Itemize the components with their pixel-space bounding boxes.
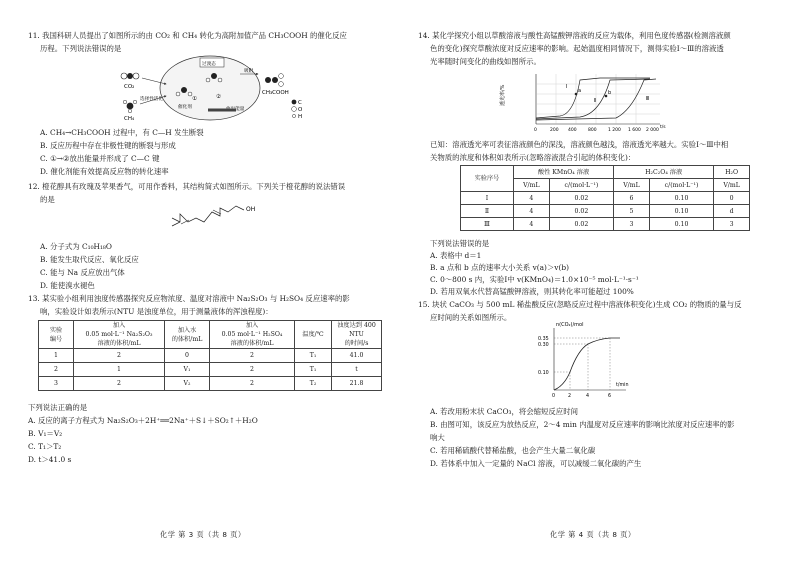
- q11-reaction-diagram: [112, 54, 308, 122]
- q14-point-a: a: [578, 88, 582, 94]
- table-cell: 3: [614, 218, 650, 231]
- q11-co2-label: CO₂: [124, 84, 135, 90]
- q13-header-cell: 浊度达到 400 NTU 的时间/s: [332, 321, 382, 349]
- q14-option-b: B. a 点和 b 点的速率大小关系 v(a)＞v(b): [430, 263, 569, 272]
- q14-xtick: 0: [534, 128, 537, 133]
- q14-header-h2c2o4: H₂C₂O₄ 溶液: [614, 166, 714, 179]
- q13-option-b: B. V₁＝V₂: [28, 429, 63, 438]
- q14-info-line2: 关物质的浓度和体积如表所示(忽略溶液混合引起的体积变化)：: [430, 153, 636, 162]
- table-cell: 2: [39, 363, 74, 377]
- q14-info-line1: 已知：溶液透光率可表征溶液颜色的深浅，溶液颜色越浅，溶液透光率越大。实验Ⅰ～Ⅲ中相: [430, 140, 729, 149]
- q11-selective-label: 选择性活化: [140, 97, 163, 102]
- table-cell: 4: [514, 218, 550, 231]
- q14-header-h2o: H₂O: [714, 166, 750, 179]
- q14-header-kmno4: 酸性 KMnO₄ 溶液: [514, 166, 614, 179]
- q15-option-a: A. 若改用粉末状 CaCO₃，将会缩短反应时间: [430, 407, 578, 416]
- table-cell: V₁: [165, 363, 210, 377]
- q11-stem-line2: 历程。下列说法错误的是: [40, 44, 122, 53]
- q15-option-b-cont: 响大: [430, 433, 445, 442]
- q15-ytick: 0.30: [538, 343, 549, 348]
- q11-ch4-label: CH₄: [124, 116, 135, 122]
- q12-option-c: C. 能与 Na 反应放出气体: [40, 268, 125, 277]
- table-cell: Ⅲ: [461, 218, 514, 231]
- q14-table: [460, 165, 750, 231]
- q15-xtick: 6: [608, 394, 612, 399]
- q14-subheader-cell: V/mL: [714, 179, 750, 192]
- q11-option-d: D. 催化剂能有效提高反应物的转化速率: [40, 167, 169, 176]
- q15-xlabel: t/min: [616, 383, 629, 388]
- q14-option-d: D. 若用双氧水代替高锰酸钾溶液，则其转化率可能超过 100%: [430, 287, 634, 296]
- q14-xtick: 400: [568, 128, 577, 133]
- q12-oh-label: OH: [246, 206, 256, 213]
- q11-step1-label: ①: [192, 96, 197, 102]
- q15-xtick: 4: [586, 394, 590, 399]
- q13-stem-line1: 13. 某实验小组利用浊度传感器探究反应物浓度、温度对溶液中 Na₂S₂O₃ 与 H₂SO₄ 反应速率的影: [28, 294, 350, 303]
- q12-option-d: D. 能使溴水褪色: [40, 281, 95, 290]
- q14-subheader-cell: c/(mol·L⁻¹): [549, 179, 613, 192]
- left-page-footer: 化学 第 3 页（共 8 页）: [160, 530, 246, 539]
- table-cell: 0.02: [549, 218, 613, 231]
- table-row: [39, 363, 382, 377]
- q14-stem-line1: 14. 某化学探究小组以草酸溶液与酸性高锰酸钾溶液的反应为载体，利用色度传感器(检测溶液颜: [418, 31, 731, 40]
- q15-ytick: 0.10: [538, 371, 549, 376]
- table-row: [461, 192, 750, 205]
- q15-stem-line2: 应时间的关系如图所示。: [430, 313, 512, 322]
- q15-xtick: 2: [568, 394, 572, 399]
- q13-prompt: 下列说法正确的是: [28, 403, 88, 412]
- table-cell: 0: [714, 192, 750, 205]
- q15-ytick: 0.35: [538, 337, 549, 342]
- table-cell: 0.10: [649, 218, 713, 231]
- q15-ylabel: n(CO₂)/mol: [556, 322, 584, 328]
- q15-co2-graph: [534, 320, 634, 402]
- q11-product-label: CH₃COOH: [262, 90, 289, 96]
- q14-subheader-cell: c/(mol·L⁻¹): [649, 179, 713, 192]
- table-cell: 21.8: [332, 377, 382, 391]
- table-cell: 3: [39, 377, 74, 391]
- q13-option-c: C. T₁＞T₂: [28, 442, 62, 451]
- right-page-footer: 化学 第 4 页（共 8 页）: [550, 530, 636, 539]
- q14-subheader-cell: V/mL: [514, 179, 550, 192]
- q14-point-b: b: [608, 90, 612, 96]
- q14-xtick: 200: [550, 128, 559, 133]
- q13-table-header: [39, 321, 382, 349]
- table-cell: T₁: [295, 363, 332, 377]
- q15-xtick: 0: [552, 394, 556, 399]
- q12-option-b: B. 能发生取代反应、氧化反应: [40, 255, 139, 264]
- table-cell: 0.02: [549, 192, 613, 205]
- table-cell: d: [714, 205, 750, 218]
- q15-option-c: C. 若用稀硫酸代替稀盐酸，也会产生大量二氧化碳: [430, 446, 596, 455]
- table-cell: 2: [210, 363, 295, 377]
- q14-prompt: 下列说法错误的是: [430, 239, 490, 248]
- q14-table-header: [461, 166, 750, 179]
- left-page: [0, 0, 380, 566]
- q14-curve-2: Ⅱ: [594, 98, 597, 104]
- q13-header-cell: 加入 0.05 mol·L⁻¹ Na₂S₂O₃ 溶液的体积/mL: [74, 321, 165, 349]
- q11-option-a: A. CH₄→CH₃COOH 过程中，有 C—H 发生断裂: [40, 128, 204, 137]
- q14-option-a: A. 表格中 d＝1: [430, 251, 482, 260]
- q14-curve-1: Ⅰ: [566, 84, 568, 90]
- q13-option-a: A. 反应的离子方程式为 Na₂S₂O₃＋2H⁺══2Na⁺＋S↓＋SO₂↑＋H₂O: [28, 416, 258, 425]
- q13-stem-line2: 响，实验设计如表所示(NTU 是浊度单位，用于测量液体的浑浊程度)：: [40, 307, 273, 316]
- q11-legend-h: H: [298, 114, 303, 120]
- q15-stem-line1: 15. 块状 CaCO₃ 与 500 mL 稀盐酸反应(忽略反应过程中溶液体积变化)生成 CO₂ 的物质的量与反: [418, 300, 742, 309]
- table-cell: T₂: [295, 377, 332, 391]
- q14-xlabel: t/s: [660, 125, 666, 130]
- table-cell: 0.02: [549, 205, 613, 218]
- q13-header-cell: 加入水 的体积/mL: [165, 321, 210, 349]
- right-page: [400, 0, 780, 566]
- q11-option-c: C. ①→②放出能量并形成了 C—C 键: [40, 154, 160, 163]
- table-cell: t: [332, 363, 382, 377]
- table-row: [39, 377, 382, 391]
- q13-header-cell: 加入 0.05 mol·L⁻¹ H₂SO₄ 溶液的体积/mL: [210, 321, 295, 349]
- q11-ts-label: 过渡态: [202, 62, 216, 67]
- q11-release-label: 放出能量: [226, 107, 245, 112]
- table-cell: T₁: [295, 349, 332, 363]
- q14-transmittance-graph: [500, 70, 670, 134]
- q11-catalyst-label: 催化剂: [178, 105, 192, 110]
- q14-stem-line3: 光率随时间变化的曲线如图所示。: [430, 57, 541, 66]
- q14-ylabel: 透光率/%: [500, 84, 506, 106]
- table-cell: 2: [210, 349, 295, 363]
- table-cell: 3: [714, 218, 750, 231]
- q13-header-cell: 实验 编号: [39, 321, 74, 349]
- table-cell: 2: [210, 377, 295, 391]
- q12-stem-line2: 的是: [40, 195, 55, 204]
- table-cell: 6: [614, 192, 650, 205]
- q13-table: [38, 320, 382, 391]
- table-cell: 1: [39, 349, 74, 363]
- q13-option-d: D. t＞41.0 s: [28, 455, 72, 464]
- q14-option-c: C. 0～800 s 内，实验Ⅰ中 v(KMnO₄)＝1.0×10⁻⁵ mol·L⁻¹·s⁻¹: [430, 275, 639, 284]
- table-cell: 4: [514, 192, 550, 205]
- q14-xtick: 800: [588, 128, 597, 133]
- q11-legend-o: O: [298, 107, 303, 113]
- q14-header-id: 实验序号: [461, 166, 514, 192]
- q14-xtick: 1 600: [628, 128, 641, 133]
- q15-option-b: B. 由图可知，该反应为放热反应，2～4 min 内温度对反应速率的影响比浓度对反应速率的影: [430, 420, 735, 429]
- table-cell: V₂: [165, 377, 210, 391]
- q14-curve-3: Ⅲ: [646, 96, 650, 102]
- q14-xtick: 2 000: [646, 128, 659, 133]
- q11-absorb-label: 吸附: [244, 69, 254, 74]
- table-cell: 41.0: [332, 349, 382, 363]
- q14-subheader-cell: V/mL: [614, 179, 650, 192]
- q11-stem-line1: 11. 我国科研人员提出了如图所示的由 CO₂ 和 CH₄ 转化为高附加值产品 CH₃COOH 的催化反应: [28, 31, 347, 40]
- q14-xtick: 1 200: [608, 128, 621, 133]
- table-row: [461, 218, 750, 231]
- table-cell: 0.10: [649, 192, 713, 205]
- q14-stem-line2: 色的变化)探究草酸浓度对反应速率的影响。起始温度相同情况下，测得实验Ⅰ～Ⅲ的溶液透: [430, 44, 724, 53]
- table-row: [39, 349, 382, 363]
- table-cell: 0: [165, 349, 210, 363]
- q12-stem-line1: 12. 橙花醇具有玫瑰及苹果香气，可用作香料，其结构简式如图所示。下列关于橙花醇的说法错误: [28, 182, 346, 191]
- table-cell: 4: [514, 205, 550, 218]
- q11-option-b: B. 反应历程中存在非极性键的断裂与形成: [40, 141, 176, 150]
- table-cell: 1: [74, 363, 165, 377]
- q11-legend-c: C: [298, 100, 302, 106]
- q12-structure-diagram: [168, 200, 260, 234]
- table-cell: 2: [74, 349, 165, 363]
- q13-header-cell: 温度/℃: [295, 321, 332, 349]
- table-cell: 0.10: [649, 205, 713, 218]
- table-cell: 2: [74, 377, 165, 391]
- q15-option-d: D. 若体系中加入一定量的 NaCl 溶液，可以减缓二氧化碳的产生: [430, 459, 642, 468]
- q12-option-a: A. 分子式为 C₁₀H₁₈O: [40, 242, 112, 251]
- table-cell: Ⅰ: [461, 192, 514, 205]
- q11-step2-label: ②: [216, 94, 221, 100]
- table-row: [461, 205, 750, 218]
- table-cell: 5: [614, 205, 650, 218]
- table-cell: Ⅱ: [461, 205, 514, 218]
